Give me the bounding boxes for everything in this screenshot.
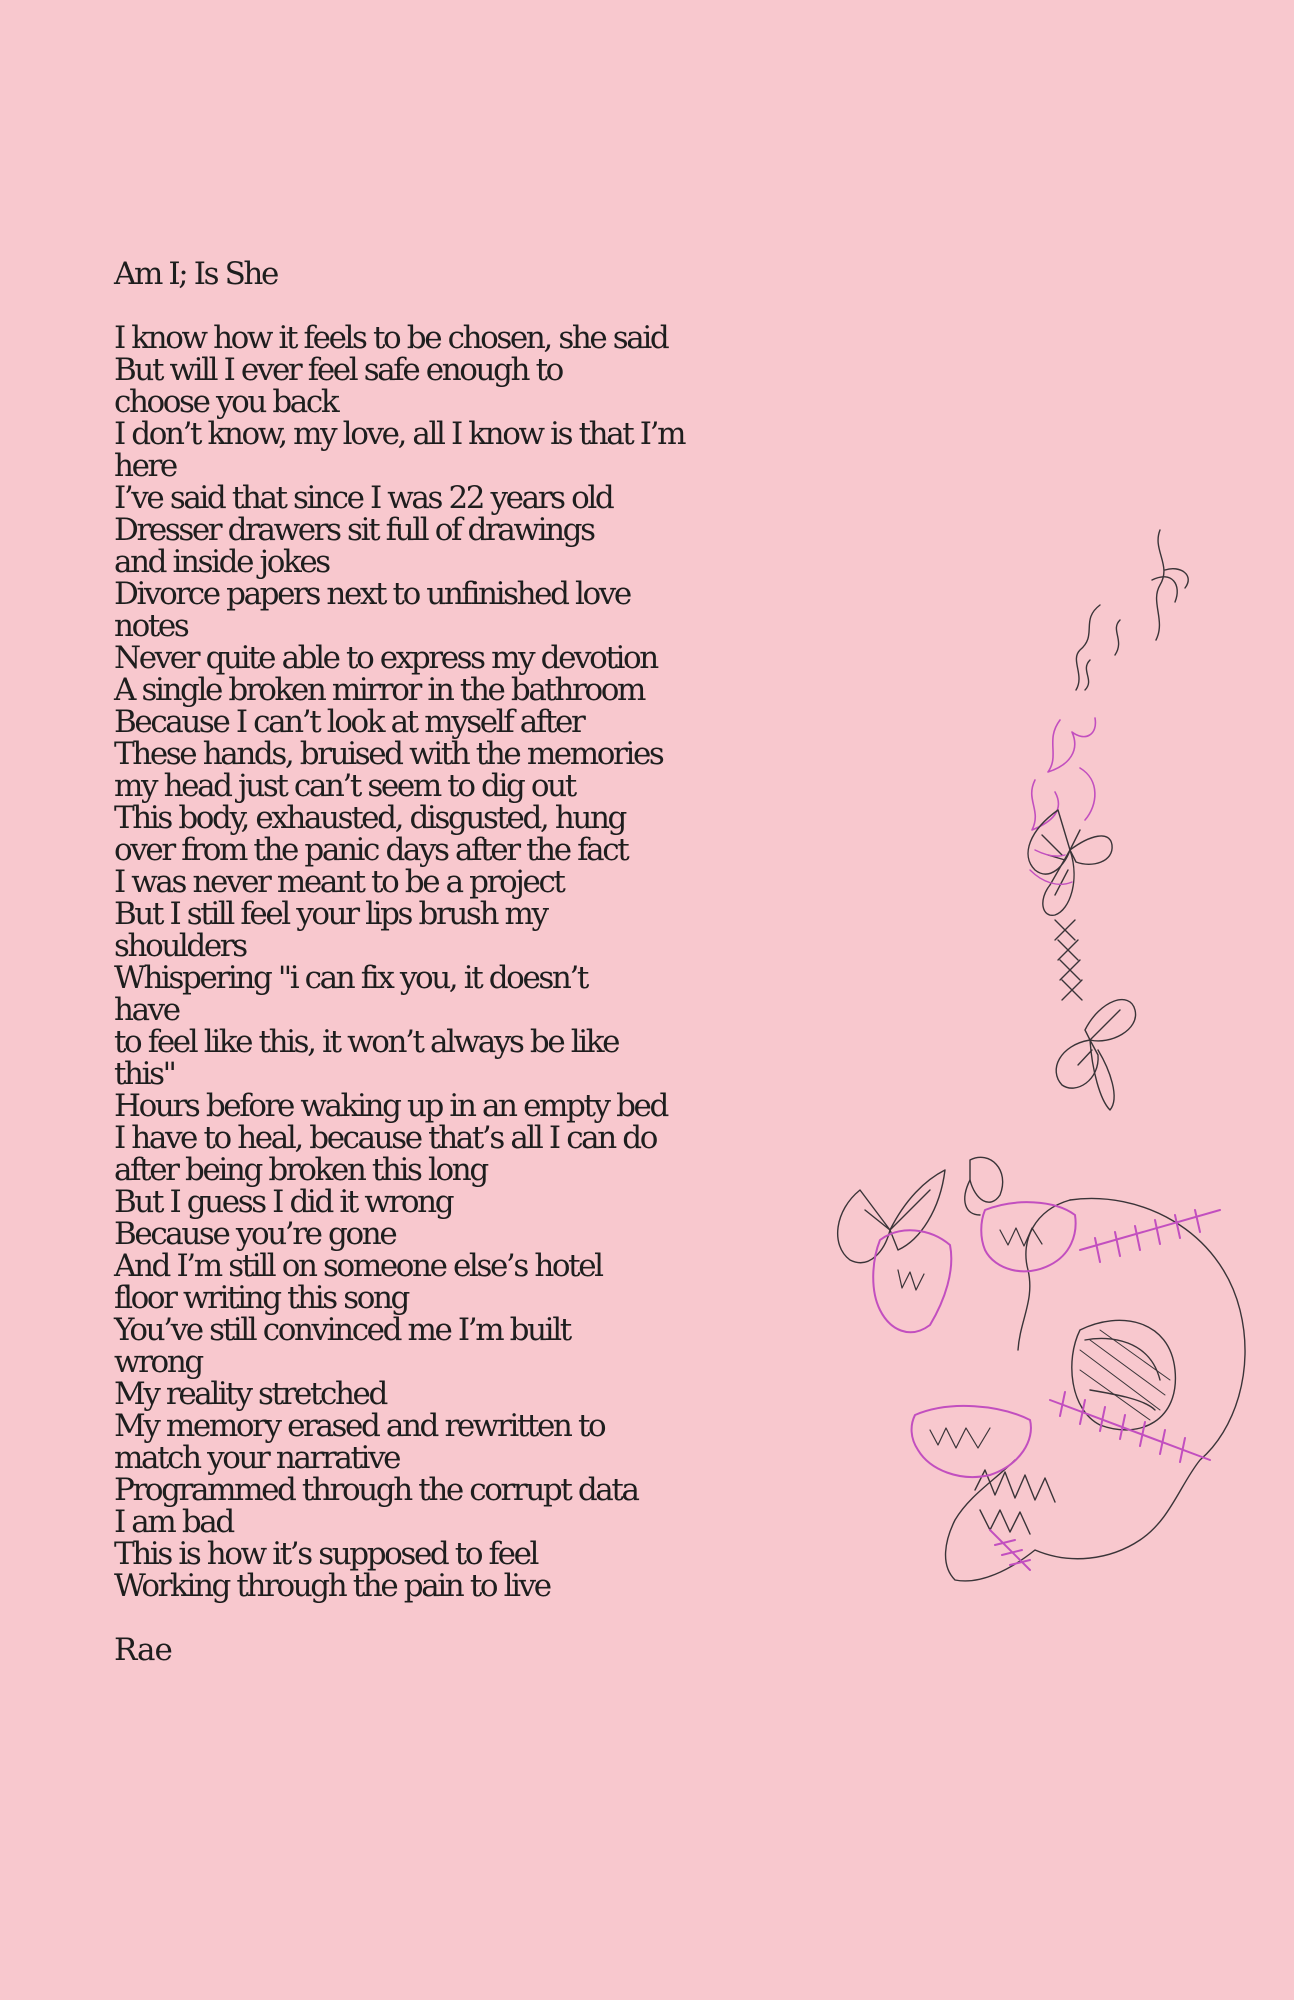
butterfly-icon	[1056, 1000, 1135, 1110]
poem-line: Never quite able to express my devotion	[114, 640, 657, 676]
poem-line: I am bad	[114, 1504, 233, 1540]
poem-line: after being broken this long	[114, 1152, 487, 1188]
poem-line: Hours before waking up in an empty bed	[114, 1088, 667, 1124]
poem-line: Because you’re gone	[114, 1216, 396, 1252]
poem-line: I have to heal, because that’s all I can do	[114, 1120, 656, 1156]
poem-line: But I still feel your lips brush my	[114, 896, 547, 932]
poem-line: over from the panic days after the fact	[114, 832, 628, 868]
poem-line: and inside jokes	[114, 544, 329, 580]
poem-line: This is how it’s supposed to feel	[114, 1536, 538, 1572]
poem-author: Rae	[114, 1632, 172, 1668]
poem-line: You’ve still convinced me I’m built	[114, 1312, 570, 1348]
poem-line: But will I ever feel safe enough to	[114, 352, 562, 388]
poem-line: I don’t know, my love, all I know is that I’m	[114, 416, 685, 452]
butterfly-icon	[838, 1157, 1003, 1262]
lips-icon	[873, 1230, 951, 1332]
poem-line: These hands, bruised with the memories	[114, 736, 663, 772]
poem-line: match your narrative	[114, 1440, 400, 1476]
poem-line: I’ve said that since I was 22 years old	[114, 480, 613, 516]
lips-icon	[912, 1406, 1031, 1477]
smoke-wisps	[1076, 530, 1188, 690]
poem-line: shoulders	[114, 928, 246, 964]
poem-line: my head just can’t seem to dig out	[114, 768, 575, 804]
pink-stitches	[990, 1210, 1220, 1570]
poem-title: Am I; Is She	[114, 256, 277, 292]
poem-line: My reality stretched	[114, 1376, 386, 1412]
pink-flames	[1032, 718, 1096, 830]
poem-line: This body, exhausted, disgusted, hung	[114, 800, 625, 836]
poem-line: wrong	[114, 1344, 202, 1380]
skull-outline	[946, 1198, 1246, 1580]
poem-line: choose you back	[114, 384, 338, 420]
poem-line: here	[114, 448, 176, 484]
poem-line: Divorce papers next to unfinished love	[114, 576, 630, 612]
poem-line: Programmed through the corrupt data	[114, 1472, 638, 1508]
poem-line: Whispering "i can fix you, it doesn’t	[114, 960, 587, 996]
poem-line: I know how it feels to be chosen, she said	[114, 320, 668, 356]
poem-line: Working through the pain to live	[114, 1568, 550, 1604]
poem-line: Dresser drawers sit full of drawings	[114, 512, 594, 548]
poem-line: have	[114, 992, 179, 1028]
poem-line: And I’m still on someone else’s hotel	[114, 1248, 602, 1284]
lips-icon	[981, 1202, 1075, 1271]
poem-line: this"	[114, 1056, 175, 1092]
poem-line: Because I can’t look at myself after	[114, 704, 584, 740]
poem-line: notes	[114, 608, 188, 644]
poem-line: to feel like this, it won’t always be like	[114, 1024, 619, 1060]
butterfly-icon	[1028, 810, 1112, 915]
poem-line: floor writing this song	[114, 1280, 408, 1316]
chain-hatching	[1055, 920, 1082, 1000]
poem-line: A single broken mirror in the bathroom	[114, 672, 644, 708]
poem-line: My memory erased and rewritten to	[114, 1408, 605, 1444]
poem-line: I was never meant to be a project	[114, 864, 564, 900]
poem-line: But I guess I did it wrong	[114, 1184, 453, 1220]
skull-butterfly-illustration	[780, 510, 1280, 1680]
